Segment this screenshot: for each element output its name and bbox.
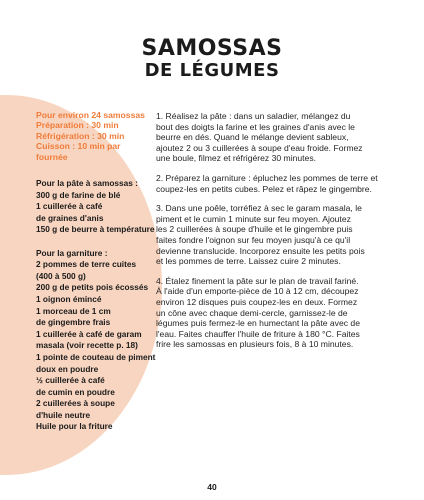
ingredient-line: de gingembre frais [36,317,111,328]
meta-line: Réfrigération : 30 min [36,130,125,141]
ingredient-line: Huile pour la friture [36,421,113,432]
meta-line: fournée [36,151,68,162]
ingredients-list [36,178,154,433]
ingredient-line: 1 cuillerée à café de garam [36,328,142,339]
step-line: un cône avec chaque demi-cercle, garnissez-le de [156,307,348,318]
step-line: piment et le cumin 1 minute sur feu moyen. Ajoutez [156,213,351,224]
step-line: une boule, filmez et réfrigérez 30 minutes. [156,153,317,164]
step-line: l'eau. Faites chauffer l'huile de friture à 180 °C. Faites [156,328,360,339]
ingredient-line: 1 oignon émincé [36,293,102,304]
page-number: 40 [207,482,217,492]
meta-line: Pour environ 24 samossas [36,110,145,120]
ingredient-line: 300 g de farine de blé [36,189,121,200]
step-line: devienne translucide. Incorporez ensuite les petits pois [156,245,365,256]
ingredient-line: de graines d'anis [36,212,104,223]
recipe-steps [156,111,392,359]
step-paragraph [156,111,392,164]
step-paragraph [156,173,392,194]
ingredients-heading-pastry: Pour la pâte à samossas : [36,178,138,188]
step-line: et les pommes de terre. Laissez cuire 2 minutes. [156,256,341,267]
meta-line: Cuisson : 10 min par [36,141,121,152]
recipe-meta [36,110,154,162]
step-line: faites fondre l'oignon sur feu moyen jusqu'à ce qu'il [156,234,351,245]
ingredient-line: 1 cuillerée à café [36,201,103,212]
ingredient-line: doux en poudre [36,363,99,374]
step-line: ajoutez 2 ou 3 cuillerées à soupe d'eau froide. Formez [156,142,363,153]
recipe-title-line2: DE LÉGUMES [144,60,280,81]
step-line: 4. Étalez finement la pâte sur le plan de travail fariné. [156,275,359,286]
step-line: légumes puis fermez-le en humectant la pâte avec de [156,318,360,329]
step-line: À l'aide d'un emporte-pièce de 10 à 12 cm, découpez [156,286,359,297]
step-line: les 2 cuillerées à soupe d'huile et le gingembre puis [156,224,353,235]
step-paragraph [156,203,392,267]
ingredient-line: 150 g de beurre à température [36,224,155,235]
step-line: coupez-les en petits cubes. Pelez et râpez le gingembre. [156,183,372,194]
recipe-title-line1: SAMOSSAS [141,36,283,61]
step-line: 2. Préparez la garniture : épluchez les pommes de terre et [156,172,378,183]
ingredient-line: d'huile neutre [36,409,91,420]
ingredient-line: 2 pommes de terre cuites [36,259,137,270]
ingredient-line: de cumin en poudre [36,386,115,397]
meta-line: Préparation : 30 min [36,120,119,131]
step-line: beurre en dés. Quand le mélange devient sableux, [156,132,349,143]
step-line: frire les samossas en plusieurs fois, 8 à 10 minutes. [156,339,354,350]
ingredient-line: masala (voir recette p. 18) [36,340,138,351]
step-paragraph [156,276,392,350]
ingredient-line: 2 cuillerées à soupe [36,398,115,409]
ingredients-spacer [36,236,154,248]
step-line: environ 12 disques puis coupez-les en deux. Formez [156,296,358,307]
step-line: 1. Réalisez la pâte : dans un saladier, mélangez du [156,111,351,121]
ingredient-line: ½ cuillerée à café [36,375,105,386]
ingredients-heading-filling: Pour la garniture : [36,247,108,258]
ingredient-line: 200 g de petits pois écossés [36,282,149,293]
ingredient-line: 1 morceau de 1 cm [36,305,111,316]
step-line: bout des doigts la farine et les graines d'anis avec le [156,121,355,132]
ingredient-line: (400 à 500 g) [36,270,86,281]
ingredient-line: 1 pointe de couteau de piment [36,351,156,362]
step-line: 3. Dans une poêle, torréfiez à sec le garam masala, le [156,203,362,214]
